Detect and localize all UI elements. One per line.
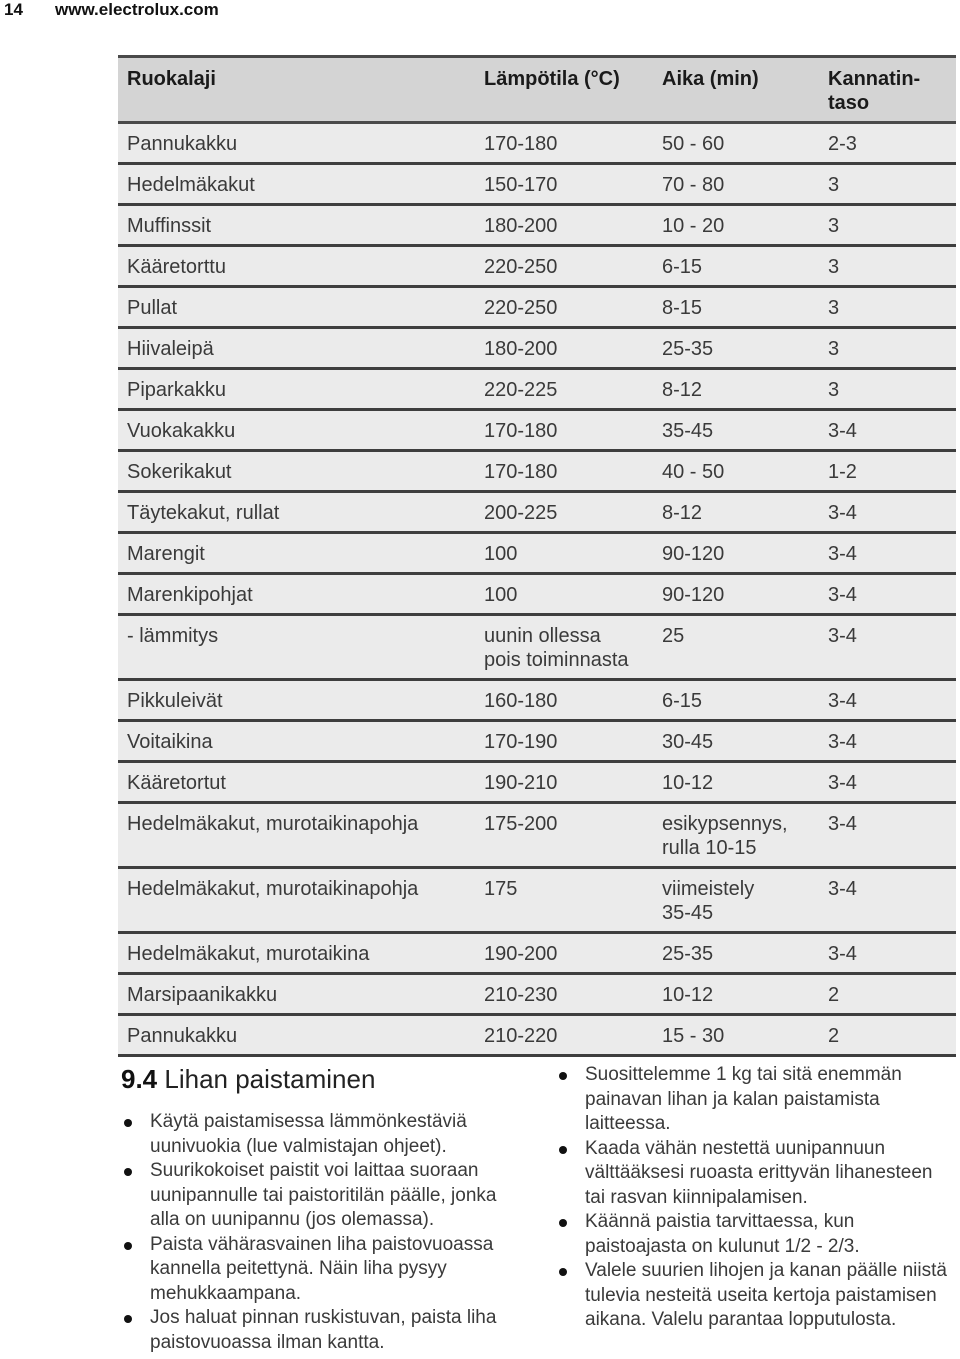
bullet-dot-icon (124, 1119, 132, 1127)
bullet-text: Kaada vähän nestettä uunipannuun välttääksesi ruoasta erittyvän lihanesteen tai rasvan kiinnipalamisen. (585, 1137, 933, 1208)
meat-roasting-section-left (118, 1062, 528, 1355)
cell-temperature: 100 (475, 533, 653, 574)
table-row (118, 533, 956, 574)
cell-time: 8-15 (653, 287, 819, 328)
cell-time: 25 (653, 615, 819, 680)
bullet-item (118, 1306, 528, 1355)
table-row (118, 762, 956, 803)
cell-temperature: 180-200 (475, 205, 653, 246)
cell-time: 90-120 (653, 574, 819, 615)
cell-temperature: 180-200 (475, 328, 653, 369)
cell-temperature: 170-180 (475, 410, 653, 451)
cell-temperature: 170-180 (475, 451, 653, 492)
table-row (118, 933, 956, 974)
cell-shelf-level: 3-4 (819, 933, 956, 974)
cell-temperature: 220-250 (475, 246, 653, 287)
cell-dish: Piparkakku (118, 369, 475, 410)
table-row (118, 615, 956, 680)
bullet-item (118, 1233, 528, 1307)
bullet-text: Suurikokoiset paistit voi laittaa suoraan uunipannulle tai paistoritilän päälle, jonka alla on uunipannu (jos olemassa). (150, 1160, 497, 1230)
bullet-item (553, 1210, 953, 1259)
page-header (0, 0, 960, 22)
baking-table (118, 55, 956, 1057)
cell-temperature: uunin ollessa pois toiminnasta (475, 615, 653, 680)
cell-time: 6-15 (653, 246, 819, 287)
bullet-item (553, 1137, 953, 1211)
column-header-shelf-level: Kannatin- taso (819, 57, 956, 123)
cell-shelf-level: 3-4 (819, 680, 956, 721)
bullet-text: Käännä paistia tarvittaessa, kun paistoajasta on kulunut 1/2 - 2/3. (585, 1211, 860, 1257)
cell-shelf-level: 3-4 (819, 868, 956, 933)
cell-temperature: 175-200 (475, 803, 653, 868)
table-row (118, 164, 956, 205)
cell-time: 50 - 60 (653, 123, 819, 164)
table-row (118, 369, 956, 410)
bullet-dot-icon (559, 1268, 567, 1276)
table-row (118, 974, 956, 1015)
cell-time: 30-45 (653, 721, 819, 762)
bullet-dot-icon (124, 1315, 132, 1323)
table-row (118, 803, 956, 868)
cell-dish: Pannukakku (118, 1015, 475, 1056)
cell-dish: Sokerikakut (118, 451, 475, 492)
bullet-dot-icon (559, 1072, 567, 1080)
cell-shelf-level: 3 (819, 246, 956, 287)
cell-time: 15 - 30 (653, 1015, 819, 1056)
cell-temperature: 210-220 (475, 1015, 653, 1056)
meat-roasting-section-right (553, 1063, 953, 1333)
cell-dish: Vuokakakku (118, 410, 475, 451)
cell-shelf-level: 3-4 (819, 803, 956, 868)
cell-dish: Hedelmäkakut (118, 164, 475, 205)
cell-shelf-level: 3 (819, 369, 956, 410)
table-row (118, 492, 956, 533)
column-header-dish: Ruokalaji (118, 57, 475, 123)
cell-dish: Kääretortut (118, 762, 475, 803)
cell-dish: Täytekakut, rullat (118, 492, 475, 533)
bullet-item (118, 1159, 528, 1233)
cell-temperature: 190-210 (475, 762, 653, 803)
cell-temperature: 190-200 (475, 933, 653, 974)
cell-time: 25-35 (653, 328, 819, 369)
cell-time: 6-15 (653, 680, 819, 721)
cell-shelf-level: 3-4 (819, 615, 956, 680)
table-row (118, 680, 956, 721)
section-title (121, 1062, 528, 1096)
cell-time: 10-12 (653, 974, 819, 1015)
table-row (118, 1015, 956, 1056)
bullet-text: Paista vähärasvainen liha paistovuoassa kannella peitettynä. Näin liha pysyy mehukkaampana. (150, 1233, 494, 1304)
cell-dish: Muffinssit (118, 205, 475, 246)
bullet-text: Käytä paistamisessa lämmönkestäviä uunivuokia (lue valmistajan ohjeet). (150, 1111, 467, 1157)
cell-temperature: 170-180 (475, 123, 653, 164)
table-row (118, 451, 956, 492)
cell-shelf-level: 3-4 (819, 410, 956, 451)
cell-shelf-level: 3 (819, 287, 956, 328)
column-header-temperature: Lämpötila (°C) (475, 57, 653, 123)
table-row (118, 574, 956, 615)
cell-time: 35-45 (653, 410, 819, 451)
table-row (118, 246, 956, 287)
cell-shelf-level: 3-4 (819, 492, 956, 533)
column-header-time: Aika (min) (653, 57, 819, 123)
cell-shelf-level: 3 (819, 328, 956, 369)
cell-dish: Pikkuleivät (118, 680, 475, 721)
cell-shelf-level: 3-4 (819, 533, 956, 574)
cell-temperature: 160-180 (475, 680, 653, 721)
cell-dish: Marengit (118, 533, 475, 574)
cell-time: 70 - 80 (653, 164, 819, 205)
cell-dish: Pannukakku (118, 123, 475, 164)
table-row (118, 410, 956, 451)
cell-time: 90-120 (653, 533, 819, 574)
cell-temperature: 220-225 (475, 369, 653, 410)
cell-shelf-level: 2-3 (819, 123, 956, 164)
table-row (118, 328, 956, 369)
site-url: www.electrolux.com (55, 0, 219, 19)
bullet-dot-icon (124, 1242, 132, 1250)
cell-temperature: 220-250 (475, 287, 653, 328)
cell-time: 10-12 (653, 762, 819, 803)
bullet-dot-icon (559, 1219, 567, 1227)
bullet-dot-icon (124, 1168, 132, 1176)
cell-shelf-level: 3-4 (819, 721, 956, 762)
cell-dish: Voitaikina (118, 721, 475, 762)
cell-time: 8-12 (653, 369, 819, 410)
cell-dish: - lämmitys (118, 615, 475, 680)
bullet-item (553, 1063, 953, 1137)
cell-dish: Hedelmäkakut, murotaikina (118, 933, 475, 974)
left-bullet-list (118, 1110, 528, 1355)
cell-temperature: 170-190 (475, 721, 653, 762)
table-row (118, 287, 956, 328)
table-row (118, 868, 956, 933)
bullet-item (118, 1110, 528, 1159)
table-header-row (118, 57, 956, 123)
right-bullet-list (553, 1063, 953, 1333)
cell-dish: Hiivaleipä (118, 328, 475, 369)
cell-temperature: 175 (475, 868, 653, 933)
cell-shelf-level: 2 (819, 1015, 956, 1056)
section-number: 9.4 (121, 1064, 158, 1094)
table-row (118, 205, 956, 246)
cell-shelf-level: 3-4 (819, 574, 956, 615)
cell-temperature: 100 (475, 574, 653, 615)
cell-shelf-level: 3 (819, 164, 956, 205)
cell-time: 10 - 20 (653, 205, 819, 246)
bullet-text: Valele suurien lihojen ja kanan päälle niistä tulevia nesteitä useita kertoja paistamisen aikana. Valelu parantaa lopputulosta. (585, 1260, 947, 1330)
cell-temperature: 200-225 (475, 492, 653, 533)
section-title-text: Lihan paistaminen (157, 1064, 376, 1094)
cell-time: 25-35 (653, 933, 819, 974)
cell-temperature: 210-230 (475, 974, 653, 1015)
cell-time: esikypsennys, rulla 10-15 (653, 803, 819, 868)
cell-shelf-level: 3-4 (819, 762, 956, 803)
cell-dish: Hedelmäkakut, murotaikinapohja (118, 868, 475, 933)
table-row (118, 721, 956, 762)
cell-shelf-level: 3 (819, 205, 956, 246)
cell-time: viimeistely 35-45 (653, 868, 819, 933)
table-row (118, 123, 956, 164)
cell-dish: Pullat (118, 287, 475, 328)
cell-dish: Marenkipohjat (118, 574, 475, 615)
cell-dish: Kääretorttu (118, 246, 475, 287)
bullet-dot-icon (559, 1146, 567, 1154)
cell-temperature: 150-170 (475, 164, 653, 205)
page-number: 14 (4, 0, 23, 19)
cell-time: 8-12 (653, 492, 819, 533)
cell-shelf-level: 1-2 (819, 451, 956, 492)
bullet-text: Jos haluat pinnan ruskistuvan, paista liha paistovuoassa ilman kanttа. (150, 1307, 497, 1353)
bullet-text: Suosittelemme 1 kg tai sitä enemmän painavan lihan ja kalan paistamista laitteessa. (585, 1064, 902, 1134)
cell-time: 40 - 50 (653, 451, 819, 492)
cell-shelf-level: 2 (819, 974, 956, 1015)
cell-dish: Hedelmäkakut, murotaikinapohja (118, 803, 475, 868)
cell-dish: Marsipaanikakku (118, 974, 475, 1015)
bullet-item (553, 1259, 953, 1333)
